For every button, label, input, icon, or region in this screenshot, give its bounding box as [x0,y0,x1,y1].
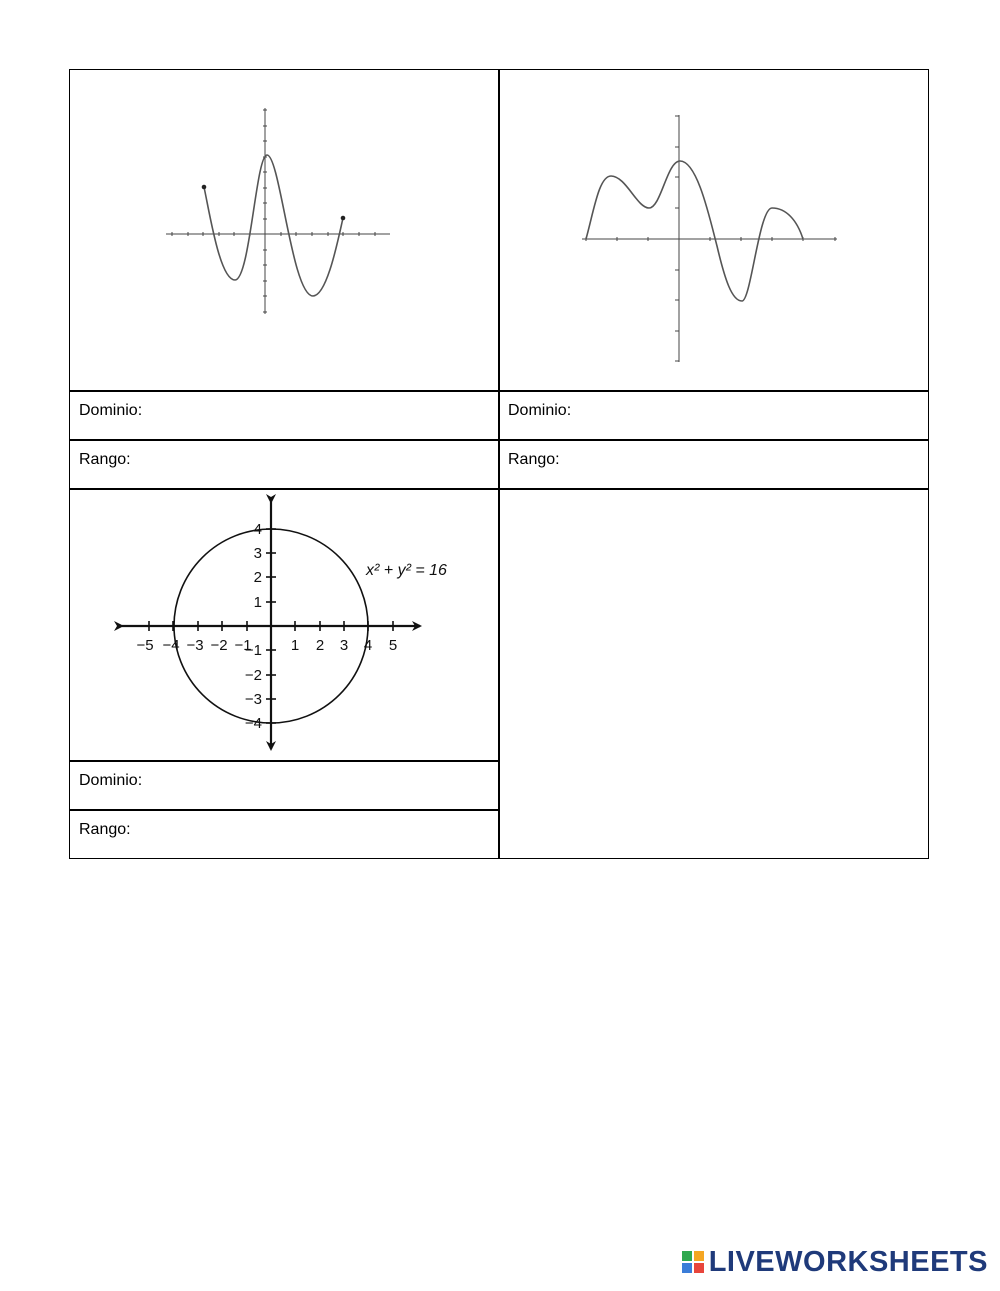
graph-3-range-input[interactable] [140,820,486,848]
graph-1-domain-label: Dominio: [79,402,143,419]
graph-1-right-endpoint [341,216,346,221]
liveworksheets-logo [682,1245,988,1279]
graph-2-range-input[interactable] [569,450,915,478]
graph-2-domain-label: Dominio: [508,402,572,419]
y-tick-label: 1 [253,594,262,611]
worksheet-table [69,69,929,859]
y-tick-label: −2 [244,667,262,684]
graph-1-sine-curve [70,70,498,390]
x-tick-label: 5 [388,637,398,654]
row-divider [70,809,499,811]
logo-blocks-icon [682,1251,704,1273]
x-tick-label: −5 [136,637,154,654]
y-tick-label: 3 [253,545,262,562]
graph-1-left-endpoint [202,185,207,190]
y-tick-label: −4 [244,715,262,732]
y-tick-label: −1 [244,642,262,659]
x-tick-label: −4 [162,637,180,654]
y-tick-label: 4 [253,521,262,538]
graph-3-domain-input[interactable] [152,771,486,799]
y-tick-label: 2 [253,569,262,586]
graph-3-circle [70,489,498,760]
x-tick-label: 4 [363,637,373,654]
graph-3-domain-label: Dominio: [79,772,143,789]
x-tick-label: 1 [290,637,300,654]
graph-1-range-label: Rango: [79,451,131,468]
graph-1-domain-input[interactable] [152,401,486,429]
graph-1-range-input[interactable] [140,450,486,478]
row-divider [70,439,928,441]
graph-2-range-label: Rango: [508,451,560,468]
x-tick-label: 3 [339,637,349,654]
graph-1-curve [204,155,343,296]
x-tick-label: −2 [210,637,228,654]
graph-2-domain-input[interactable] [581,401,915,429]
y-tick-label: −3 [244,691,262,708]
graph-2-wavy-curve [499,70,927,390]
graph-2-curve [586,161,803,301]
graph-3-range-label: Rango: [79,821,131,838]
graph-3-equation: x² + y² = 16 [366,562,447,579]
x-tick-label: −1 [234,637,252,654]
logo-text: LIVEWORKSHEETS [708,1246,988,1278]
x-tick-label: 2 [315,637,325,654]
row-divider [70,760,499,762]
row-divider [70,390,928,392]
x-tick-label: −3 [186,637,204,654]
